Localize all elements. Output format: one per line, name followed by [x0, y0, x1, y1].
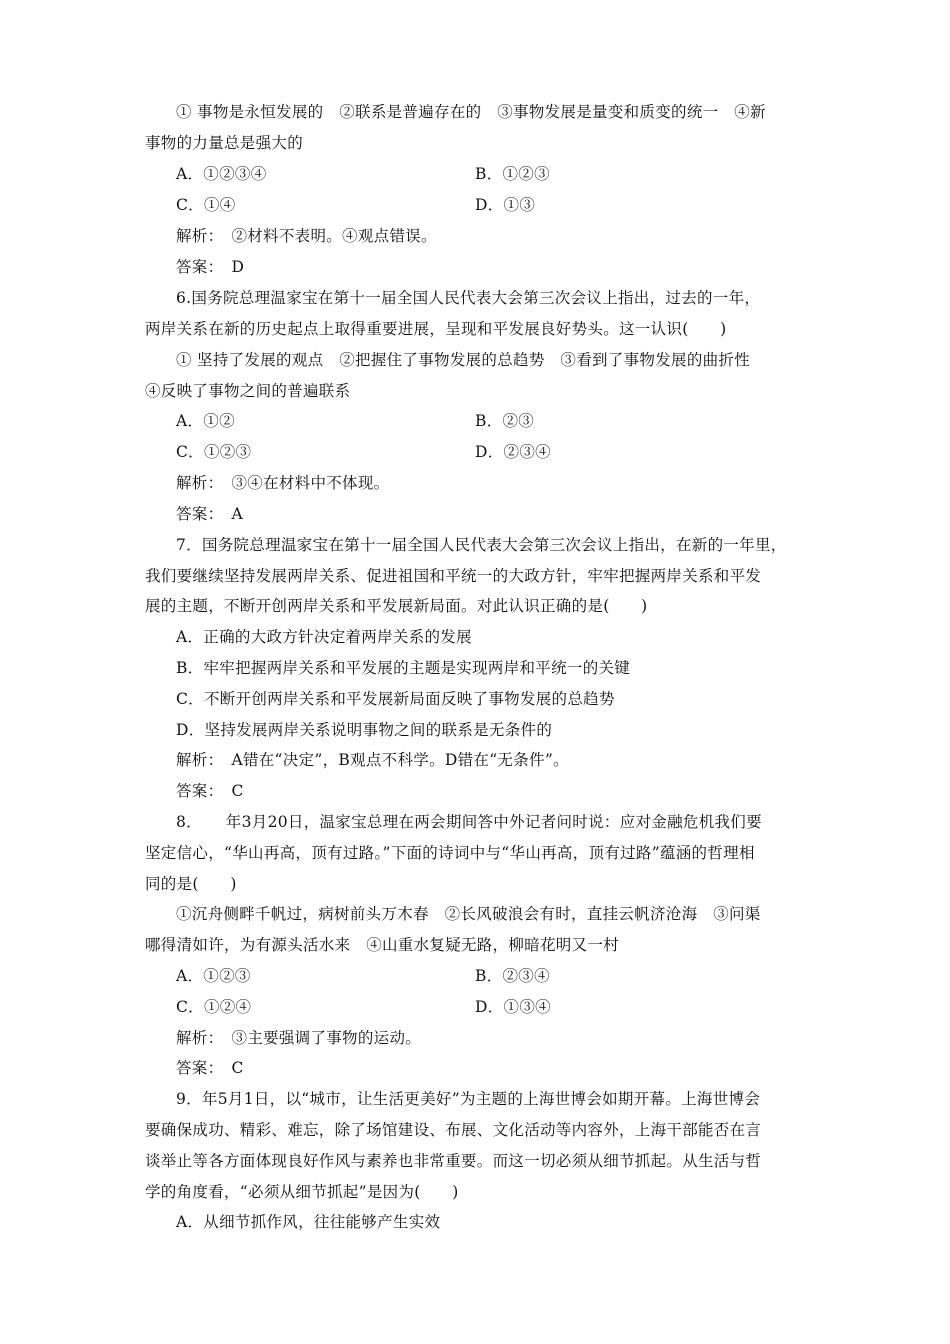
q5-option-b: B．①②③	[475, 165, 550, 183]
q8-option-d: D．①③④	[475, 998, 551, 1016]
q6-option-d: D．②③④	[475, 443, 551, 461]
q8-items-line1: ①沉舟侧畔千帆过，病树前头万木春 ②长风破浪会有时，直挂云帆济沧海 ③问渠	[176, 905, 761, 923]
q8-analysis: 解析： ③主要强调了事物的运动。	[176, 1029, 422, 1047]
q5-stem-line1: ① 事物是永恒发展的 ②联系是普遍存在的 ③事物发展是量变和质变的统一 ④新	[176, 103, 766, 121]
q6-option-a: A．①②	[176, 412, 235, 430]
q7-stem-line1: 7．国务院总理温家宝在第十一届全国人民代表大会第三次会议上指出，在新的一年里，	[176, 536, 787, 554]
q6-items-line1: ① 坚持了发展的观点 ②把握住了事物发展的总趋势 ③看到了事物发展的曲折性	[176, 351, 751, 369]
q7-stem-line2: 我们要继续坚持发展两岸关系、促进祖国和平统一的大政方针，牢牢把握两岸关系和平发	[145, 567, 762, 585]
q6-answer: 答案： A	[176, 505, 243, 523]
q5-stem-line2: 事物的力量总是强大的	[145, 134, 304, 152]
q5-option-d: D．①③	[475, 196, 536, 214]
q7-stem-line3: 展的主题，不断开创两岸关系和平发展新局面。对此认识正确的是( )	[145, 597, 648, 615]
q8-answer: 答案： C	[176, 1059, 244, 1077]
q6-option-b: B．②③	[475, 412, 535, 430]
q8-stem-line2: 坚定信心，“华山再高，顶有过路。”下面的诗词中与“华山再高，顶有过路”蕴涵的哲理相	[145, 844, 755, 862]
q7-option-c: C．不断开创两岸关系和平发展新局面反映了事物发展的总趋势	[176, 690, 615, 708]
q9-option-a: A．从细节抓作风，往往能够产生实效	[176, 1213, 441, 1231]
q7-option-b: B．牢牢把握两岸关系和平发展的主题是实现两岸和平统一的关键	[176, 659, 631, 677]
q9-stem-line2: 要确保成功、精彩、难忘，除了场馆建设、布展、文化活动等内容外，上海干部能否在言	[145, 1121, 762, 1139]
q7-analysis: 解析： A错在“决定”，B观点不科学。D错在“无条件”。	[176, 751, 569, 769]
q7-option-d: D．坚持发展两岸关系说明事物之间的联系是无条件的	[176, 721, 553, 739]
q9-stem-line4: 学的角度看，“必须从细节抓起”是因为( )	[145, 1183, 459, 1201]
q6-option-c: C．①②③	[176, 443, 252, 461]
q6-stem-line1: 6.国务院总理温家宝在第十一届全国人民代表大会第三次会议上指出，过去的一年，	[176, 289, 761, 307]
q8-option-c: C．①②④	[176, 998, 252, 1016]
q5-analysis: 解析： ②材料不表明。④观点错误。	[176, 227, 437, 245]
q8-option-b: B．②③④	[475, 967, 550, 985]
q9-stem-line3: 谈举止等各方面体现良好作风与素养也非常重要。而这一切必须从细节抓起。从生活与哲	[145, 1152, 762, 1170]
q7-answer: 答案： C	[176, 782, 244, 800]
q8-stem-line1: 8． 年3月20日，温家宝总理在两会期间答中外记者问时说：应对金融危机我们要	[176, 813, 762, 831]
q5-option-a: A．①②③④	[176, 165, 267, 183]
q6-analysis: 解析： ③④在材料中不体现。	[176, 474, 390, 492]
q8-option-a: A．①②③	[176, 967, 251, 985]
q8-items-line2: 哪得清如许，为有源头活水来 ④山重水复疑无路，柳暗花明又一村	[145, 936, 620, 954]
q9-stem-line1: 9．年5月1日，以“城市，让生活更美好”为主题的上海世博会如期开幕。上海世博会	[176, 1090, 761, 1108]
q5-option-c: C．①④	[176, 196, 236, 214]
q5-answer: 答案： D	[176, 258, 245, 276]
q8-stem-line3: 同的是( )	[145, 875, 237, 893]
q6-items-line2: ④反映了事物之间的普遍联系	[145, 382, 351, 400]
q7-option-a: A．正确的大政方针决定着两岸关系的发展	[176, 628, 472, 646]
q6-stem-line2: 两岸关系在新的历史起点上取得重要进展，呈现和平发展良好势头。这一认识( )	[145, 320, 727, 338]
